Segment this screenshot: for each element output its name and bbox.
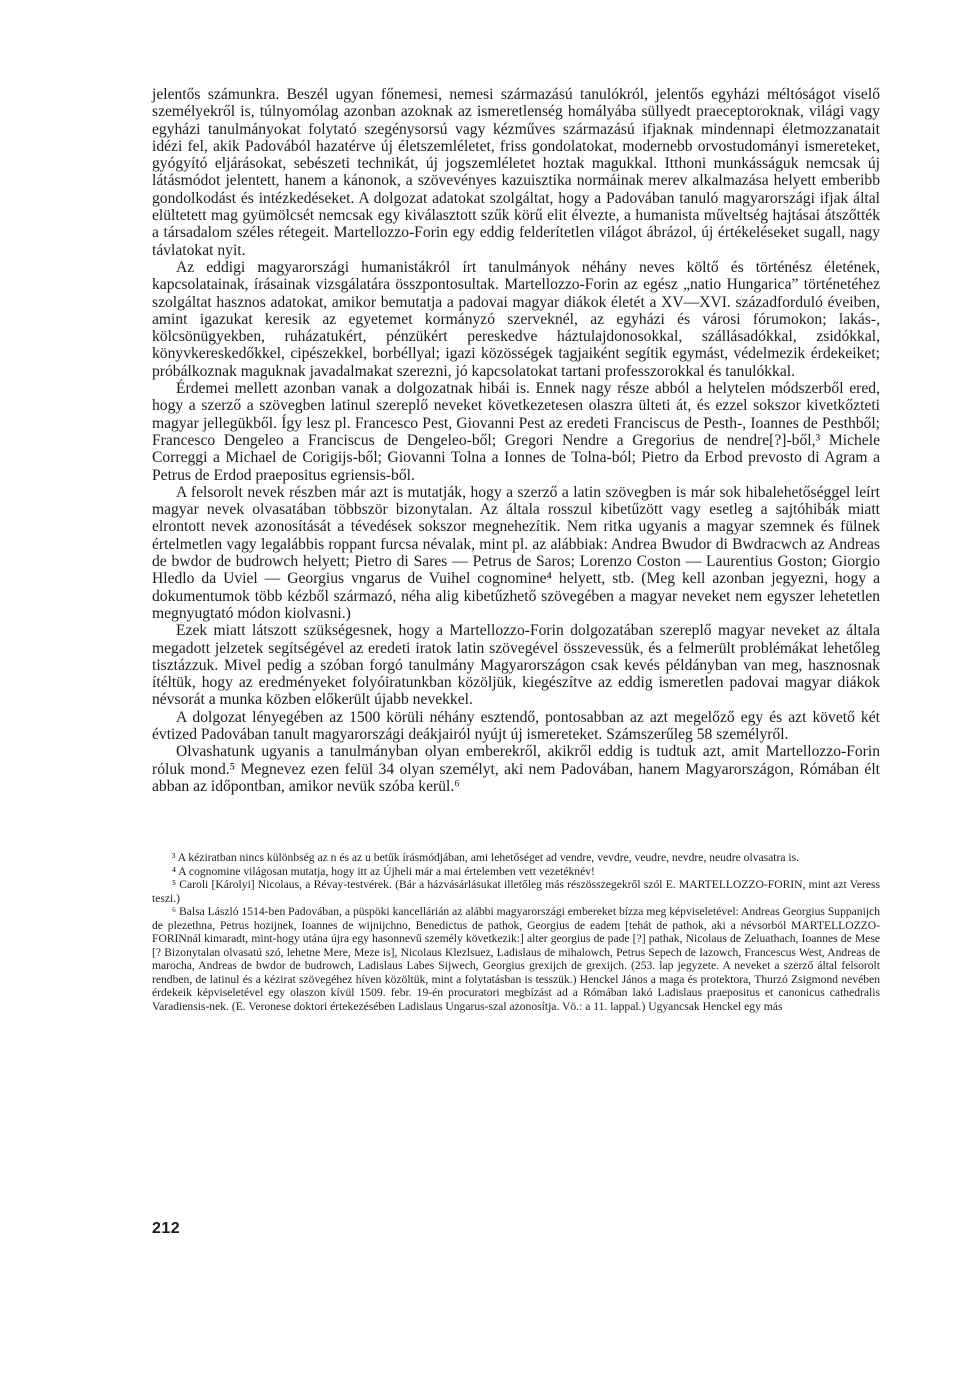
book-page (152, 86, 880, 1356)
paragraph-4: A felsorolt nevek részben már azt is mutatják, hogy a szerző a latin szövegben is már sok hibalehetőséggel leírt magyar nevek olvasatában többször bizonytalan. Az általa rosszul kibetűzött vagy esetleg a sajtóhibák miatt elrontott nevek azonosítását a tévedések sokszor megnehezítik. Nem ritka ugyanis a magyar szemnek és fülnek értelmetlen vagy legalábbis roppant furcsa névalak, mint pl. az alábbiak: Andrea Bwudor di Bwdracwch az Andreas de bwdor de budrowch helyett; Pietro di Sares — Petrus de Saros; Lorenzo Coston — Laurentius Goston; Giorgio Hledlo da Uviel — Georgius vngarus de Vuihel cognomine⁴ helyett, stb. (Meg kell azonban jegyezni, hogy a dokumentumok több kézből származó, néha alig kibetűzhető szövegében a magyar neveket nem egyszer lehetetlen megnyugtató módon kiolvasni.) (152, 483, 880, 622)
footnote-6: ⁶ Balsa László 1514-ben Padovában, a püspöki kancellárián az alábbi magyarországi embereket bízza meg képviseletével: Andreas Georgius Suppanijch de plezethna, Petrus hozijnek, Ioannes de wijnijchno, Benedictus de pathok, Georgius de eadem [tehát de pathok, aki a névsorból MARTELLOZZO-FORINnál kimaradt, mint-hogy utána újra egy hasonnevű személy következik:] alter georgius de pade [?] pathak, Nicolaus de Zeluathach, Ioannes de Mese [? Bizonytalan olvasatú szó, lehetne Mere, Meze is], Nicolaus Klezlsuez, Ladislaus de mihalowch, Petrus Sepech de Iazowch, Francescus West, Andreas de marocha, Andreas de bwdor de budrowch, Ladislaus Labes Sijwech, Georgius grexijch de grexijch. (253. lap jegyzete. A neveket a szerző által felsorolt rendben, de latinul és a kézirat szövegéhez híven közöltük, mint a folytatásban is tesszük.) Henckel János a maga és protektora, Thurzó Zsigmond nevében érdekeik képviseletével egy olaszon kívül 1509. febr. 19-én procuratori megbízást ad a Rómában lakó Ladislaus praepositus et canonicus cathedralis Varadiensis-nek. (E. Veronese doktori értekezésében Ladislaus Ungarus-szal azonosítja. Vö.: a 11. lappal.) Ugyancsak Henckel egy más (152, 905, 880, 1013)
paragraph-5: Ezek miatt látszott szükségesnek, hogy a Martellozzo-Forin dolgozatában szereplő magyar neveket az általa megadott jelzetek segítségével az eredeti iratok latin szövegével összevessük, és a felmerült problémákat lehetőleg tisztázzuk. Mivel pedig a szóban forgó tanulmány Magyarországon csak kevés példányban van meg, hasznosnak ítéltük, hogy az eredményeket folyóiratunkban közöljük, kiegészítve az eddig ismeretlen padovai magyar diákok névsorát a munka közben előkerült újabb nevekkel. (152, 622, 880, 709)
paragraph-7: Olvashatunk ugyanis a tanulmányban olyan emberekről, akikről eddig is tudtuk azt, amit Martellozzo-Forin róluk mond.⁵ Megnevez ezen felül 34 olyan személyt, aki nem Padovában, hanem Magyarországon, Rómában élt abban az időpontban, amikor nevük szóba kerül.⁶ (152, 743, 880, 795)
page-number: 212 (152, 1220, 181, 1237)
paragraph-1: jelentős számunkra. Beszél ugyan főnemesi, nemesi származású tanulókról, jelentős egyházi méltóságot viselő személyekről is, túlnyomólag azonban azoknak az ismeretlenség homályába süllyedt praeceptoroknak, világi vagy egyházi tanulmányokat folytató szegénysorsú vagy kézműves származású ifjaknak mindennapi életmozzanatait idézi fel, akik Padovából hazatérve új életszemléletet, friss gondolatokat, modernebb orvostudományi ismereteket, gyógyító eljárásokat, sebészeti technikát, új jogszemléletet hoztak magukkal. Itthoni munkásságuk nemcsak új látásmódot jelentett, hanem a kánonok, a szövevényes kazuisztika normáinak merev alkalmazása helyett emberibb gondolkodást és intézkedéseket. A dolgozat adatokat szolgáltat, hogy a Padovában tanuló magyarországi ifjak által elültetett mag gyümölcsét nemcsak egy kiválasztott szűk körű elit élvezte, a humanista műveltség hajtásai átszőtték a társadalom széles rétegeit. Martellozzo-Forin egy eddig felderítetlen világot ábrázol, új értékeléseket sugall, nagy távlatokat nyit. (152, 86, 880, 259)
paragraph-2: Az eddigi magyarországi humanistákról írt tanulmányok néhány neves költő és történész életének, kapcsolatainak, írásainak vizsgálatára összpontosultak. Martellozzo-Forin az egész „natio Hungarica” történetéhez szolgáltat hasznos adatokat, amikor bemutatja a padovai magyar diákok életét a XV—XVI. századforduló éveiben, amint igazukat keresik az egyetemet kormányzó szerveknél, az egyházi és városi fórumokon; lakás-, kölcsönügyekben, ruházatukért, pénzükért pereskedve háztulajdonosokkal, szállásadókkal, zsidókkal, könyvkereskedőkkel, cipészekkel, borbéllyal; igazi közösségek tagjaiként segítik egymást, védelmezik érdekeiket; próbálkoznak maguknak javadalmakat szerezni, jó kapcsolatokat tartani professzorokkal és tanulókkal. (152, 258, 880, 380)
footnote-3: ³ A kéziratban nincs különbség az n és az u betűk írásmódjában, ami lehetőséget ad vendre, vevdre, veudre, nevdre, neudre olvasatra is. (172, 851, 800, 865)
footnotes (152, 851, 880, 1013)
footnote-4: ⁴ A cognomine világosan mutatja, hogy itt az Újheli már a mai értelemben vett vezetéknév! (172, 864, 595, 878)
footnote-5: ⁵ Caroli [Károlyi] Nicolaus, a Révay-testvérek. (Bár a házvásárlásukat illetőleg más részösszegekről szól E. MARTELLOZZO-FORIN, mint azt Veress teszi.) (152, 878, 880, 905)
paragraph-3: Érdemei mellett azonban vanak a dolgozatnak hibái is. Ennek nagy része abból a helytelen módszerből ered, hogy a szerző a szövegben latinul szereplő neveket következetesen olaszra ülteti át, és ezzel sokszor kivetkőzteti magyar jellegükből. Így lesz pl. Francesco Pest, Giovanni Pest az eredeti Franciscus de Pesth-, Ioannes de Pesthből; Francesco Dengeleo a Franciscus de Dengeleo-ből; Gregori Nendre a Gregorius de nendre[?]-ből,³ Michele Correggi a Michael de Corigijs-ből; Giovanni Tolna a Ionnes de Tolna-ból; Pietro da Erbod prevosto di Agram a Petrus de Erdod praepositus egriensis-ből. (152, 380, 880, 484)
paragraph-6: A dolgozat lényegében az 1500 körüli néhány esztendő, pontosabban az azt megelőző egy és azt követő két évtized Padovában tanult magyarországi deákjairól nyújt új ismereteket. Számszerűleg 58 személyről. (152, 708, 880, 743)
main-text (152, 86, 880, 795)
